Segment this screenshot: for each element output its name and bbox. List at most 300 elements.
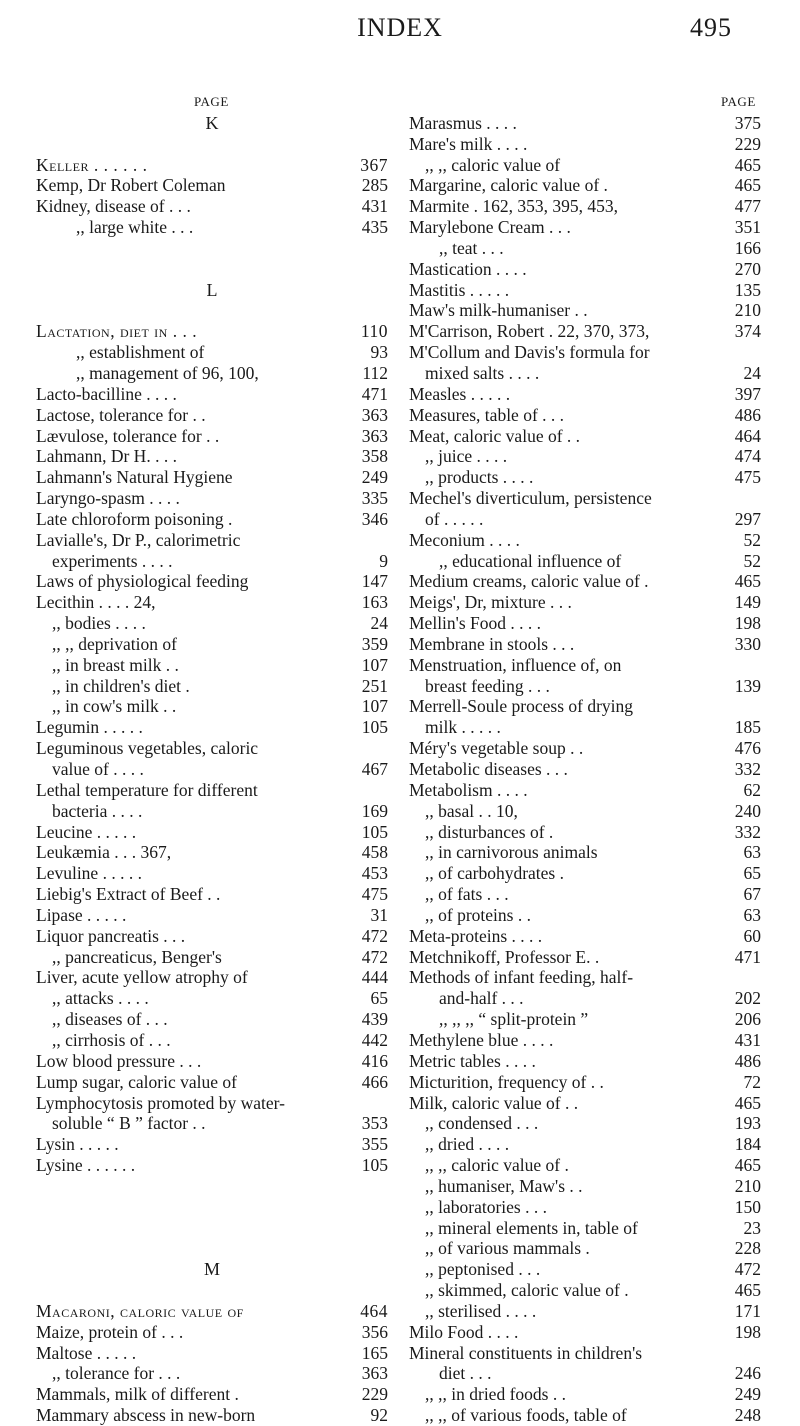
- entry-page-number: 431: [361, 196, 388, 217]
- index-column-right: [409, 92, 761, 1426]
- entry-page-number: 375: [734, 112, 761, 133]
- entry-term: Lecithin . . . . 24,: [36, 592, 156, 613]
- entry-term: Lactation, diet in . . .: [36, 321, 198, 342]
- index-entry: [409, 1405, 761, 1426]
- entry-page-number: 467: [361, 759, 388, 779]
- entry-page-number: 474: [734, 446, 761, 467]
- entry-page-number: 465: [734, 1280, 761, 1301]
- entry-page-number: 67: [743, 884, 761, 905]
- index-entry: [409, 1197, 761, 1218]
- entry-page-number: 249: [734, 1384, 761, 1405]
- entry-page-number: 472: [361, 925, 388, 946]
- index-entry: [36, 446, 388, 467]
- entry-page-number: 471: [734, 946, 761, 967]
- index-entry: [409, 905, 761, 926]
- index-entry: [36, 1301, 388, 1322]
- section-letter-text: K: [205, 112, 219, 133]
- entry-page-number: 465: [734, 175, 761, 196]
- entry-term: Lipase . . . . .: [36, 904, 127, 925]
- index-entry: [36, 509, 388, 530]
- entry-term: ,, basal . . 10,: [425, 800, 518, 821]
- section-letter: [36, 1259, 388, 1280]
- entry-term: ,, mineral elements in, table of: [425, 1217, 638, 1238]
- index-entry: [36, 1384, 388, 1405]
- index-entry: [409, 1072, 761, 1093]
- entry-term: value of . . . .: [52, 759, 144, 779]
- entry-term: Milo Food . . . .: [409, 1321, 519, 1342]
- index-entry: [36, 530, 388, 551]
- entry-page-number: 431: [734, 1029, 761, 1050]
- entry-term: Leguminous vegetables, caloric: [36, 738, 259, 759]
- entry-term: Marasmus . . . .: [409, 112, 517, 133]
- index-entry: [36, 1155, 388, 1176]
- entry-term: ,, bodies . . . .: [52, 613, 146, 634]
- entry-page-number: 465: [734, 571, 761, 592]
- entry-page-number: 465: [734, 154, 761, 175]
- entry-term: ,, peptonised . . .: [425, 1259, 541, 1280]
- entry-page-number: 110: [360, 321, 388, 342]
- entry-page-number: 210: [734, 300, 761, 321]
- blank-line: [36, 1238, 388, 1259]
- index-entry: [409, 363, 761, 384]
- entry-term: Maize, protein of . . .: [36, 1321, 184, 1342]
- index-entry: [36, 863, 388, 884]
- entry-page-number: 23: [743, 1217, 761, 1238]
- entry-term: Liebig's Extract of Beef . .: [36, 884, 221, 905]
- index-entry: [409, 384, 761, 405]
- entry-page-number: 210: [734, 1175, 761, 1196]
- entry-page-number: 105: [361, 821, 388, 842]
- index-entry: [36, 1322, 388, 1343]
- entry-page-number: 135: [734, 279, 761, 300]
- entry-page-number: 165: [361, 1342, 388, 1363]
- entry-page-number: 332: [734, 821, 761, 842]
- entry-term: Medium creams, caloric value of .: [409, 571, 649, 592]
- entry-page-number: 166: [734, 237, 761, 258]
- index-entry: [409, 842, 761, 863]
- entry-term: breast feeding . . .: [425, 675, 550, 696]
- index-entry: [36, 1009, 388, 1030]
- index-entry: [409, 1363, 761, 1384]
- index-entry: [36, 571, 388, 592]
- entry-term: Meat, caloric value of . .: [409, 425, 581, 446]
- entry-page-number: 464: [734, 425, 761, 446]
- entry-page-number: 92: [370, 1405, 388, 1426]
- index-entry: [409, 405, 761, 426]
- entry-term: Lysine . . . . . .: [36, 1155, 136, 1176]
- entry-page-number: 374: [734, 321, 761, 342]
- entry-page-number: 169: [361, 800, 388, 821]
- entry-page-number: 465: [734, 1092, 761, 1113]
- blank-line: [36, 1280, 388, 1301]
- index-entry: [409, 1113, 761, 1134]
- entry-page-number: 465: [734, 1155, 761, 1176]
- blank-line: [36, 238, 388, 259]
- entry-page-number: 229: [361, 1384, 388, 1405]
- index-entry: [409, 1176, 761, 1197]
- entry-term: Legumin . . . . .: [36, 717, 143, 738]
- entry-page-number: 332: [734, 759, 761, 779]
- blank-line: [36, 134, 388, 155]
- entry-term: ,, large white . . .: [76, 217, 194, 238]
- index-entry: [409, 738, 761, 759]
- entry-term: Milk, caloric value of . .: [409, 1092, 579, 1113]
- entry-term: experiments . . . .: [52, 550, 173, 571]
- entry-term: Liquor pancreatis . . .: [36, 925, 186, 946]
- index-entry: [409, 488, 761, 509]
- entry-term: Laws of physiological feeding: [36, 571, 249, 592]
- entry-page-number: 270: [734, 258, 761, 279]
- entry-page-number: 171: [734, 1300, 761, 1321]
- entry-term: Metabolic diseases . . .: [409, 759, 568, 779]
- entry-page-number: 202: [734, 988, 761, 1009]
- index-entry: [409, 509, 761, 530]
- entry-page-number: 444: [361, 967, 388, 988]
- entry-term: Marylebone Cream . . .: [409, 217, 571, 238]
- index-entry: [409, 592, 761, 613]
- entry-term: Levuline . . . . .: [36, 863, 142, 884]
- index-entry: [409, 426, 761, 447]
- entry-page-number: 251: [361, 675, 388, 696]
- index-entry: [36, 967, 388, 988]
- entry-term: ,, of fats . . .: [425, 884, 509, 905]
- entry-term: ,, ,, in dried foods . .: [425, 1384, 566, 1405]
- page-title: INDEX: [357, 13, 443, 42]
- entry-page-number: 193: [734, 1113, 761, 1134]
- entry-page-number: 112: [362, 362, 388, 383]
- entry-term: Mastication . . . .: [409, 258, 527, 279]
- index-entry: [409, 1155, 761, 1176]
- entry-page-number: 107: [361, 696, 388, 717]
- entry-term: Mastitis . . . . .: [409, 279, 510, 300]
- entry-page-number: 363: [361, 1363, 388, 1384]
- index-entry: [409, 717, 761, 738]
- entry-page-number: 63: [743, 904, 761, 925]
- index-entry: [409, 1259, 761, 1280]
- index-entry: [409, 655, 761, 676]
- entry-page-number: 351: [734, 217, 761, 238]
- entry-term: Measles . . . . .: [409, 383, 511, 404]
- entry-page-number: 472: [361, 946, 388, 967]
- page-column-label-text: PAGE: [721, 94, 756, 109]
- index-entry: [409, 947, 761, 968]
- entry-page-number: 458: [361, 842, 388, 863]
- entry-term: M'Collum and Davis's formula for: [409, 342, 650, 363]
- index-entry: [36, 426, 388, 447]
- index-entry: [409, 863, 761, 884]
- entry-term: Meta-proteins . . . .: [409, 925, 543, 946]
- entry-page-number: 397: [734, 383, 761, 404]
- entry-page-number: 206: [734, 1009, 761, 1030]
- index-entry: [36, 884, 388, 905]
- index-entry: [36, 217, 388, 238]
- index-entry: [36, 321, 388, 342]
- index-entry: [409, 446, 761, 467]
- entry-page-number: 150: [734, 1196, 761, 1217]
- index-entry: [36, 1343, 388, 1364]
- index-entry: [36, 801, 388, 822]
- entry-term: ,, in breast milk . .: [52, 654, 179, 675]
- index-entry: [36, 738, 388, 759]
- entry-page-number: 52: [743, 529, 761, 550]
- entry-page-number: 472: [734, 1259, 761, 1280]
- index-entry: [409, 884, 761, 905]
- entry-page-number: 105: [361, 1155, 388, 1176]
- entry-term: Margarine, caloric value of .: [409, 175, 608, 196]
- index-entry: [409, 696, 761, 717]
- index-entry: [409, 759, 761, 780]
- index-entry: [409, 530, 761, 551]
- entry-page-number: 63: [743, 842, 761, 863]
- entry-term: ,, ,, caloric value of .: [425, 1155, 569, 1176]
- page-column-label-text: PAGE: [194, 94, 229, 109]
- entry-term: ,, disturbances of .: [425, 821, 554, 842]
- index-entry: [36, 551, 388, 572]
- entry-term: ,, ,, caloric value of: [425, 154, 561, 175]
- index-entry: [36, 1134, 388, 1155]
- entry-term: Lahmann's Natural Hygiene: [36, 467, 233, 488]
- index-entry: [36, 842, 388, 863]
- entry-page-number: 358: [361, 446, 388, 467]
- entry-term: Methods of infant feeding, half-: [409, 967, 634, 988]
- entry-term: soluble “ B ” factor . .: [52, 1113, 206, 1134]
- entry-page-number: 297: [734, 508, 761, 529]
- index-entry: [409, 1009, 761, 1030]
- entry-page-number: 471: [361, 383, 388, 404]
- entry-term: Kemp, Dr Robert Coleman: [36, 175, 226, 196]
- entry-page-number: 147: [361, 571, 388, 592]
- entry-page-number: 248: [734, 1405, 761, 1426]
- index-entry: [36, 1363, 388, 1384]
- index-entry: [409, 342, 761, 363]
- index-entry: [409, 801, 761, 822]
- section-letter-text: L: [206, 279, 218, 300]
- entry-term: Micturition, frequency of . .: [409, 1071, 604, 1092]
- index-entry: [409, 467, 761, 488]
- index-entry: [36, 926, 388, 947]
- blank-line: [36, 1197, 388, 1218]
- entry-page-number: 149: [734, 592, 761, 613]
- index-entry: [409, 967, 761, 988]
- entry-page-number: 65: [370, 988, 388, 1009]
- entry-term: ,, ,, of various foods, table of: [425, 1405, 627, 1426]
- entry-term: ,, juice . . . .: [425, 446, 508, 467]
- index-entry: [409, 280, 761, 301]
- entry-term: Low blood pressure . . .: [36, 1050, 202, 1071]
- index-entry: [409, 1343, 761, 1364]
- entry-term: ,, of various mammals .: [425, 1238, 590, 1259]
- entry-page-number: 475: [361, 884, 388, 905]
- entry-term: ,, tolerance for . . .: [52, 1363, 181, 1384]
- page-column-label: [409, 92, 761, 113]
- entry-term: milk . . . . .: [425, 717, 501, 738]
- entry-term: ,, cirrhosis of . . .: [52, 1029, 171, 1050]
- index-entry: [36, 717, 388, 738]
- index-entry: [36, 592, 388, 613]
- entry-term: ,, management of 96, 100,: [76, 362, 259, 383]
- index-entry: [36, 405, 388, 426]
- entry-page-number: 249: [361, 467, 388, 488]
- entry-term: ,, laboratories . . .: [425, 1196, 547, 1217]
- entry-term: Metric tables . . . .: [409, 1050, 536, 1071]
- entry-page-number: 416: [361, 1050, 388, 1071]
- entry-page-number: 60: [743, 925, 761, 946]
- entry-term: Metabolism . . . .: [409, 779, 528, 800]
- section-letter: [36, 113, 388, 134]
- index-entry: [409, 1301, 761, 1322]
- entry-page-number: 464: [360, 1300, 388, 1321]
- entry-page-number: 198: [734, 1321, 761, 1342]
- entry-term: M'Carrison, Robert . 22, 370, 373,: [409, 321, 650, 342]
- entry-term: Lavialle's, Dr P., calorimetric: [36, 529, 241, 550]
- index-entry: [36, 155, 388, 176]
- section-letter: [36, 280, 388, 301]
- entry-page-number: 65: [743, 863, 761, 884]
- entry-term: Maltose . . . . .: [36, 1342, 137, 1363]
- index-entry: [36, 196, 388, 217]
- entry-page-number: 198: [734, 613, 761, 634]
- entry-page-number: 367: [360, 154, 388, 175]
- entry-page-number: 52: [743, 550, 761, 571]
- entry-term: Meigs', Dr, mixture . . .: [409, 592, 572, 613]
- entry-term: Lacto-bacilline . . . .: [36, 383, 177, 404]
- entry-term: ,, sterilised . . . .: [425, 1300, 537, 1321]
- entry-term: Measures, table of . . .: [409, 404, 565, 425]
- entry-page-number: 486: [734, 404, 761, 425]
- entry-page-number: 163: [361, 592, 388, 613]
- entry-term: Marmite . 162, 353, 395, 453,: [409, 196, 619, 217]
- index-entry: [36, 780, 388, 801]
- index-column-left: [36, 92, 388, 1426]
- entry-term: Late chloroform poisoning .: [36, 508, 233, 529]
- index-entry: [409, 988, 761, 1009]
- entry-page-number: 442: [361, 1029, 388, 1050]
- entry-page-number: 453: [361, 863, 388, 884]
- entry-page-number: 466: [361, 1071, 388, 1092]
- index-entry: [409, 613, 761, 634]
- entry-page-number: 355: [361, 1134, 388, 1155]
- entry-term: Lymphocytosis promoted by water-: [36, 1092, 285, 1113]
- entry-term: Menstruation, influence of, on: [409, 654, 622, 675]
- entry-page-number: 184: [734, 1134, 761, 1155]
- index-entry: [409, 196, 761, 217]
- entry-page-number: 185: [734, 717, 761, 738]
- entry-term: Membrane in stools . . .: [409, 633, 575, 654]
- entry-page-number: 107: [361, 654, 388, 675]
- index-entry: [36, 634, 388, 655]
- entry-term: ,, educational influence of: [439, 550, 622, 571]
- entry-term: Kidney, disease of . . .: [36, 196, 191, 217]
- entry-page-number: 9: [379, 550, 388, 571]
- index-entry: [409, 780, 761, 801]
- index-entry: [36, 175, 388, 196]
- entry-page-number: 486: [734, 1050, 761, 1071]
- entry-page-number: 330: [734, 633, 761, 654]
- page-number: 495: [690, 13, 732, 42]
- entry-term: Metchnikoff, Professor E. .: [409, 946, 600, 967]
- entry-page-number: 246: [734, 1363, 761, 1384]
- entry-page-number: 139: [734, 675, 761, 696]
- entry-term: Methylene blue . . . .: [409, 1029, 554, 1050]
- entry-term: Macaroni, caloric value of: [36, 1300, 244, 1321]
- entry-term: mixed salts . . . .: [425, 362, 540, 383]
- index-entry: [36, 947, 388, 968]
- entry-term: Mare's milk . . . .: [409, 133, 528, 154]
- entry-term: Lævulose, tolerance for . .: [36, 425, 220, 446]
- index-entry: [36, 1030, 388, 1051]
- index-entry: [409, 113, 761, 134]
- index-entry: [409, 300, 761, 321]
- index-entry: [409, 1280, 761, 1301]
- index-entry: [36, 676, 388, 697]
- entry-term: Maw's milk-humaniser . .: [409, 300, 588, 321]
- entry-term: and-half . . .: [439, 988, 524, 1009]
- index-entry: [409, 676, 761, 697]
- page-column-label: [36, 92, 388, 113]
- entry-page-number: 229: [734, 133, 761, 154]
- index-entry: [36, 988, 388, 1009]
- index-entry: [36, 613, 388, 634]
- index-entry: [36, 1072, 388, 1093]
- entry-page-number: 476: [734, 738, 761, 759]
- index-entry: [409, 175, 761, 196]
- index-entry: [409, 1218, 761, 1239]
- entry-term: Lactose, tolerance for . .: [36, 404, 206, 425]
- entry-term: ,, dried . . . .: [425, 1134, 510, 1155]
- entry-page-number: 24: [370, 613, 388, 634]
- entry-term: Mammary abscess in new-born: [36, 1405, 256, 1426]
- index-entry: [409, 238, 761, 259]
- entry-page-number: 439: [361, 1009, 388, 1030]
- index-entry: [409, 1051, 761, 1072]
- entry-page-number: 475: [734, 467, 761, 488]
- entry-term: Leukæmia . . . 367,: [36, 842, 172, 863]
- index-entry: [36, 363, 388, 384]
- blank-line: [36, 1176, 388, 1197]
- entry-page-number: 72: [743, 1071, 761, 1092]
- index-entry: [409, 634, 761, 655]
- entry-term: Meconium . . . .: [409, 529, 520, 550]
- index-entry: [36, 655, 388, 676]
- entry-page-number: 356: [361, 1321, 388, 1342]
- entry-term: ,, of proteins . .: [425, 904, 531, 925]
- entry-term: ,, of carbohydrates .: [425, 863, 564, 884]
- index-entry: [36, 696, 388, 717]
- entry-page-number: 31: [370, 904, 388, 925]
- entry-term: Mechel's diverticulum, persistence: [409, 488, 652, 509]
- entry-page-number: 363: [361, 404, 388, 425]
- entry-term: Merrell-Soule process of drying: [409, 696, 634, 717]
- index-entry: [36, 1405, 388, 1426]
- entry-term: Mammals, milk of different .: [36, 1384, 239, 1405]
- entry-term: ,, in carnivorous animals: [425, 842, 598, 863]
- index-entry: [409, 1322, 761, 1343]
- entry-term: Méry's vegetable soup . .: [409, 738, 584, 759]
- index-entry: [409, 571, 761, 592]
- index-entry: [409, 1030, 761, 1051]
- entry-page-number: 335: [361, 488, 388, 509]
- entry-term: bacteria . . . .: [52, 800, 143, 821]
- entry-page-number: 24: [743, 362, 761, 383]
- index-entry: [36, 488, 388, 509]
- entry-page-number: 62: [743, 779, 761, 800]
- entry-term: ,, attacks . . . .: [52, 988, 149, 1009]
- index-entry: [409, 551, 761, 572]
- entry-term: ,, products . . . .: [425, 467, 534, 488]
- index-entry: [409, 321, 761, 342]
- entry-term: Laryngo-spasm . . . .: [36, 488, 180, 509]
- index-entry: [36, 759, 388, 780]
